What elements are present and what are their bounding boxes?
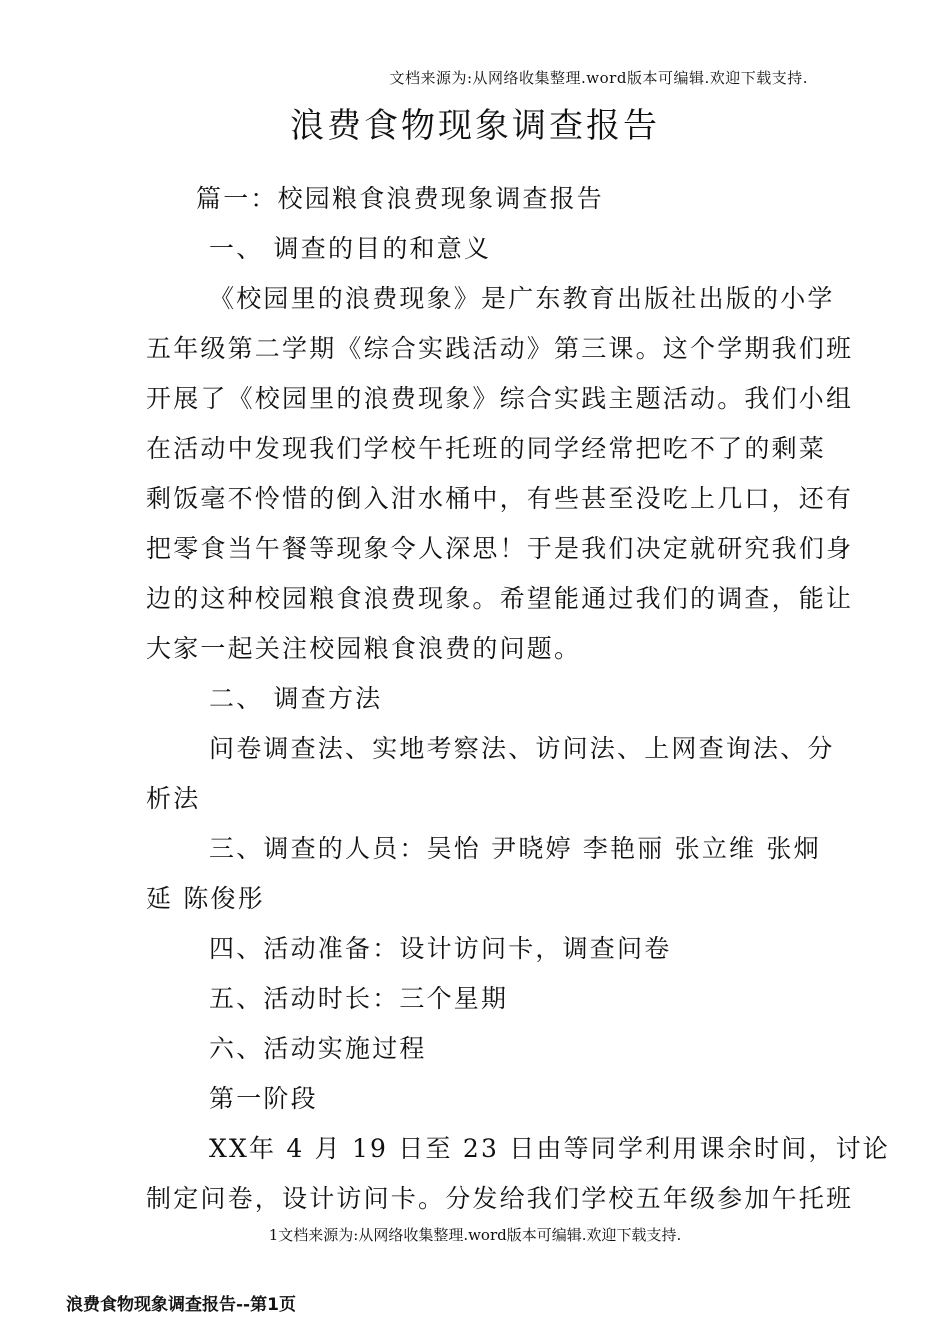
document-title: 浪费食物现象调查报告 (290, 106, 660, 146)
paragraph-line: 五年级第二学期《综合实践活动》第三课。这个学期我们班 (146, 334, 854, 363)
footer-note: 1文档来源为:从网络收集整理.word版本可编辑.欢迎下载支持. (268, 1226, 682, 1244)
paragraph-line: 边的这种校园粮食浪费现象。希望能通过我们的调查，能让 (146, 584, 854, 613)
paragraph-line: 四、活动准备：设计访问卡，调查问卷 (209, 934, 672, 963)
subsection-heading: 第一阶段 (209, 1084, 318, 1113)
subsection-heading: 二、 调查方法 (209, 684, 383, 713)
paragraph-line: 延 陈俊彤 (146, 884, 265, 913)
page-label: 浪费食物现象调查报告--第1页 (66, 1295, 296, 1315)
subsection-heading: 一、 调查的目的和意义 (209, 234, 492, 263)
paragraph-line: 在活动中发现我们学校午托班的同学经常把吃不了的剩菜 (146, 434, 827, 463)
paragraph-line: 大家一起关注校园粮食浪费的问题。 (146, 634, 582, 663)
header-note: 文档来源为:从网络收集整理.word版本可编辑.欢迎下载支持. (389, 69, 808, 87)
paragraph-line: 制定问卷，设计访问卡。分发给我们学校五年级参加午托班 (146, 1184, 854, 1213)
paragraph-line: 问卷调查法、实地考察法、访问法、上网查询法、分 (209, 734, 835, 763)
paragraph-line: 《校园里的浪费现象》是广东教育出版社出版的小学 (209, 284, 835, 313)
paragraph-line: 剩饭毫不怜惜的倒入泔水桶中，有些甚至没吃上几口，还有 (146, 484, 854, 513)
paragraph-line: XX年 4 月 19 日至 23 日由等同学利用课余时间，讨论 (209, 1134, 891, 1163)
paragraph-line: 五、活动时长：三个星期 (209, 984, 509, 1013)
paragraph-line: 析法 (146, 784, 201, 813)
paragraph-line: 把零食当午餐等现象令人深思！于是我们决定就研究我们身 (146, 534, 854, 563)
subsection-heading: 六、活动实施过程 (209, 1034, 427, 1063)
section-heading: 篇一：校园粮食浪费现象调查报告 (196, 184, 605, 213)
paragraph-line: 三、调查的人员：吴怡 尹晓婷 李艳丽 张立维 张炯 (209, 834, 821, 863)
paragraph-line: 开展了《校园里的浪费现象》综合实践主题活动。我们小组 (146, 384, 854, 413)
